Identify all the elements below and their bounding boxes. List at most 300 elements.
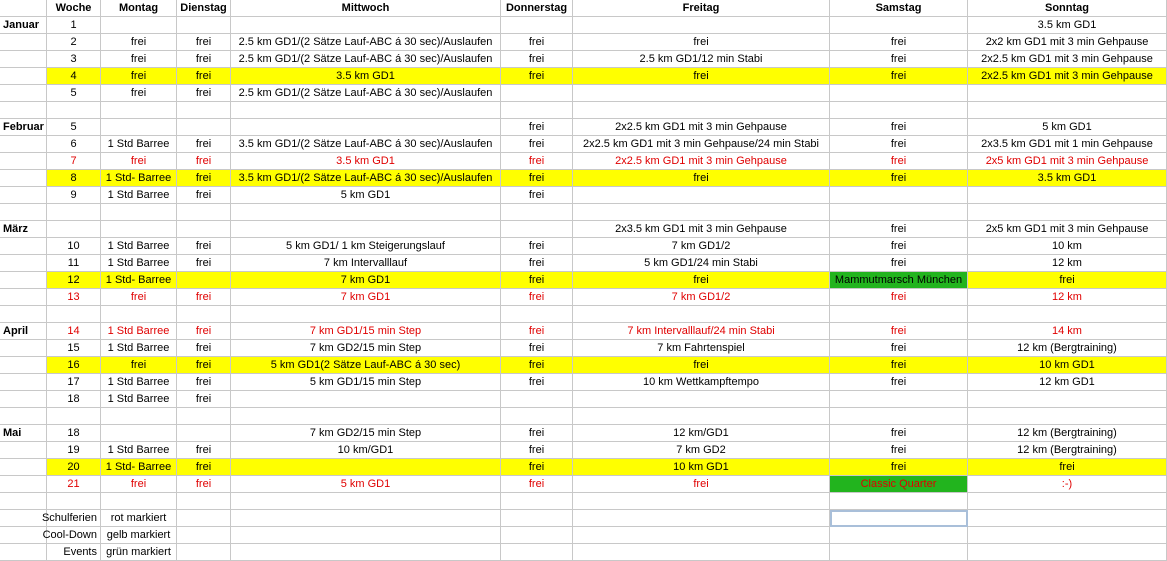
cell-month[interactable]: [0, 136, 47, 153]
cell-month[interactable]: [0, 408, 47, 425]
column-header-sun[interactable]: Sonntag: [968, 0, 1167, 17]
cell-month[interactable]: April: [0, 323, 47, 340]
cell-fri[interactable]: 7 km GD1/2: [573, 238, 830, 255]
cell-tue[interactable]: [177, 527, 231, 544]
cell-tue[interactable]: frei: [177, 255, 231, 272]
cell-thu[interactable]: frei: [501, 374, 573, 391]
cell-wed[interactable]: [231, 408, 501, 425]
week-row: [0, 187, 1167, 204]
cell-tue[interactable]: [177, 221, 231, 238]
cell-fri[interactable]: [573, 187, 830, 204]
column-header-month[interactable]: [0, 0, 47, 17]
cell-mon[interactable]: frei: [101, 153, 177, 170]
cell-sat[interactable]: frei: [830, 170, 968, 187]
cell-sun[interactable]: [968, 493, 1167, 510]
cell-wed[interactable]: 7 km GD1: [231, 289, 501, 306]
cell-sat[interactable]: [830, 510, 968, 527]
week-row: [0, 153, 1167, 170]
cell-month[interactable]: März: [0, 221, 47, 238]
cell-month[interactable]: Januar: [0, 17, 47, 34]
cell-week[interactable]: [47, 204, 101, 221]
cell-sat[interactable]: [830, 306, 968, 323]
cell-thu[interactable]: frei: [501, 238, 573, 255]
cell-week[interactable]: 3: [47, 51, 101, 68]
cell-sat[interactable]: Mammutmarsch München: [830, 272, 968, 289]
cell-thu[interactable]: frei: [501, 68, 573, 85]
cell-thu[interactable]: [501, 204, 573, 221]
cell-fri[interactable]: 7 km GD2: [573, 442, 830, 459]
cell-week[interactable]: 8: [47, 170, 101, 187]
spacer-row: [0, 102, 1167, 119]
cell-month[interactable]: [0, 187, 47, 204]
cell-sun[interactable]: 10 km GD1: [968, 357, 1167, 374]
cell-thu[interactable]: [501, 408, 573, 425]
cell-week[interactable]: 10: [47, 238, 101, 255]
cell-thu[interactable]: [501, 17, 573, 34]
column-header-sat[interactable]: Samstag: [830, 0, 968, 17]
cell-sun[interactable]: 12 km GD1: [968, 374, 1167, 391]
cell-thu[interactable]: frei: [501, 136, 573, 153]
cell-week[interactable]: 18: [47, 425, 101, 442]
cell-fri[interactable]: 10 km GD1: [573, 459, 830, 476]
cell-wed[interactable]: 2.5 km GD1/(2 Sätze Lauf-ABC á 30 sec)/Auslaufen: [231, 85, 501, 102]
cell-sun[interactable]: 14 km: [968, 323, 1167, 340]
cell-sat[interactable]: [830, 544, 968, 561]
cell-thu[interactable]: frei: [501, 442, 573, 459]
cell-mon[interactable]: 1 Std Barree: [101, 187, 177, 204]
cell-thu[interactable]: [501, 221, 573, 238]
cell-thu[interactable]: frei: [501, 357, 573, 374]
cell-month[interactable]: [0, 374, 47, 391]
cell-month[interactable]: [0, 85, 47, 102]
cell-mon[interactable]: 1 Std Barree: [101, 238, 177, 255]
cell-thu[interactable]: [501, 493, 573, 510]
cell-mon[interactable]: frei: [101, 68, 177, 85]
cell-sun[interactable]: [968, 510, 1167, 527]
cell-thu[interactable]: frei: [501, 187, 573, 204]
cell-week[interactable]: 21: [47, 476, 101, 493]
cell-sat[interactable]: frei: [830, 459, 968, 476]
cell-month[interactable]: [0, 340, 47, 357]
cell-sun[interactable]: 3.5 km GD1: [968, 17, 1167, 34]
cell-tue[interactable]: frei: [177, 476, 231, 493]
cell-sat[interactable]: frei: [830, 340, 968, 357]
legend-value[interactable]: grün markiert: [101, 544, 177, 561]
cell-week[interactable]: 18: [47, 391, 101, 408]
cell-week[interactable]: 14: [47, 323, 101, 340]
column-header-fri[interactable]: Freitag: [573, 0, 830, 17]
cell-week[interactable]: 13: [47, 289, 101, 306]
cell-mon[interactable]: [101, 221, 177, 238]
cell-sat[interactable]: [830, 102, 968, 119]
cell-thu[interactable]: frei: [501, 272, 573, 289]
column-header-wed[interactable]: Mittwoch: [231, 0, 501, 17]
cell-sun[interactable]: 12 km (Bergtraining): [968, 442, 1167, 459]
cell-mon[interactable]: 1 Std Barree: [101, 255, 177, 272]
cell-mon[interactable]: [101, 425, 177, 442]
cell-week[interactable]: 5: [47, 119, 101, 136]
cell-tue[interactable]: [177, 408, 231, 425]
cell-sun[interactable]: [968, 85, 1167, 102]
cell-sat[interactable]: frei: [830, 323, 968, 340]
cell-wed[interactable]: [231, 102, 501, 119]
cell-mon[interactable]: [101, 408, 177, 425]
cell-tue[interactable]: frei: [177, 68, 231, 85]
cell-fri[interactable]: 7 km Intervalllauf/24 min Stabi: [573, 323, 830, 340]
cell-week[interactable]: [47, 221, 101, 238]
cell-tue[interactable]: [177, 102, 231, 119]
cell-tue[interactable]: [177, 119, 231, 136]
cell-fri[interactable]: frei: [573, 357, 830, 374]
cell-fri[interactable]: frei: [573, 272, 830, 289]
cell-sat[interactable]: frei: [830, 357, 968, 374]
cell-sun[interactable]: 2x5 km GD1 mit 3 min Gehpause: [968, 221, 1167, 238]
cell-month[interactable]: [0, 357, 47, 374]
week-row: [0, 255, 1167, 272]
cell-month[interactable]: [0, 289, 47, 306]
cell-fri[interactable]: 12 km/GD1: [573, 425, 830, 442]
cell-tue[interactable]: [177, 425, 231, 442]
cell-month[interactable]: [0, 170, 47, 187]
cell-week[interactable]: 6: [47, 136, 101, 153]
cell-tue[interactable]: frei: [177, 34, 231, 51]
cell-month[interactable]: [0, 459, 47, 476]
cell-month[interactable]: Mai: [0, 425, 47, 442]
cell-tue[interactable]: frei: [177, 170, 231, 187]
cell-fri[interactable]: 5 km GD1/24 min Stabi: [573, 255, 830, 272]
cell-mon[interactable]: 1 Std Barree: [101, 374, 177, 391]
cell-tue[interactable]: frei: [177, 374, 231, 391]
cell-sun[interactable]: [968, 544, 1167, 561]
cell-fri[interactable]: [573, 510, 830, 527]
cell-fri[interactable]: [573, 306, 830, 323]
cell-mon[interactable]: [101, 102, 177, 119]
cell-fri[interactable]: [573, 204, 830, 221]
cell-week[interactable]: 17: [47, 374, 101, 391]
cell-month[interactable]: [0, 51, 47, 68]
cell-wed[interactable]: 7 km GD2/15 min Step: [231, 425, 501, 442]
cell-sat[interactable]: frei: [830, 34, 968, 51]
cell-week[interactable]: 4: [47, 68, 101, 85]
cell-sat[interactable]: frei: [830, 289, 968, 306]
cell-thu[interactable]: [501, 544, 573, 561]
cell-tue[interactable]: frei: [177, 136, 231, 153]
column-header-mon[interactable]: Montag: [101, 0, 177, 17]
cell-fri[interactable]: frei: [573, 68, 830, 85]
cell-mon[interactable]: 1 Std- Barree: [101, 170, 177, 187]
cell-month[interactable]: [0, 442, 47, 459]
cell-sun[interactable]: [968, 527, 1167, 544]
cell-week[interactable]: [47, 102, 101, 119]
cell-tue[interactable]: frei: [177, 323, 231, 340]
cell-sun[interactable]: frei: [968, 272, 1167, 289]
cell-thu[interactable]: frei: [501, 323, 573, 340]
column-header-week[interactable]: Woche: [47, 0, 101, 17]
cell-sun[interactable]: [968, 102, 1167, 119]
cell-tue[interactable]: frei: [177, 187, 231, 204]
cell-sat[interactable]: frei: [830, 425, 968, 442]
cell-mon[interactable]: [101, 119, 177, 136]
cell-month[interactable]: [0, 493, 47, 510]
cell-sat[interactable]: frei: [830, 442, 968, 459]
cell-fri[interactable]: 7 km Fahrtenspiel: [573, 340, 830, 357]
cell-mon[interactable]: frei: [101, 357, 177, 374]
cell-tue[interactable]: [177, 204, 231, 221]
cell-mon[interactable]: 1 Std Barree: [101, 136, 177, 153]
cell-sat[interactable]: [830, 204, 968, 221]
cell-wed[interactable]: 7 km GD1/15 min Step: [231, 323, 501, 340]
cell-fri[interactable]: 7 km GD1/2: [573, 289, 830, 306]
cell-thu[interactable]: frei: [501, 459, 573, 476]
cell-tue[interactable]: [177, 17, 231, 34]
cell-month[interactable]: [0, 391, 47, 408]
cell-week[interactable]: 12: [47, 272, 101, 289]
cell-sun[interactable]: :-): [968, 476, 1167, 493]
week-row: [0, 391, 1167, 408]
cell-wed[interactable]: [231, 510, 501, 527]
cell-wed[interactable]: 5 km GD1/15 min Step: [231, 374, 501, 391]
cell-month[interactable]: [0, 476, 47, 493]
cell-sat[interactable]: frei: [830, 238, 968, 255]
cell-thu[interactable]: frei: [501, 340, 573, 357]
cell-wed[interactable]: 5 km GD1/ 1 km Steigerungslauf: [231, 238, 501, 255]
cell-sun[interactable]: [968, 391, 1167, 408]
cell-fri[interactable]: [573, 391, 830, 408]
cell-sun[interactable]: 5 km GD1: [968, 119, 1167, 136]
cell-wed[interactable]: [231, 544, 501, 561]
cell-week[interactable]: [47, 493, 101, 510]
cell-thu[interactable]: [501, 527, 573, 544]
legend-label[interactable]: Events: [40, 544, 101, 561]
cell-thu[interactable]: [501, 102, 573, 119]
cell-wed[interactable]: [231, 493, 501, 510]
cell-wed[interactable]: 5 km GD1: [231, 476, 501, 493]
cell-sun[interactable]: 12 km (Bergtraining): [968, 340, 1167, 357]
cell-sun[interactable]: 3.5 km GD1: [968, 170, 1167, 187]
legend-label[interactable]: Schulferien: [40, 510, 101, 527]
cell-month[interactable]: [0, 68, 47, 85]
cell-week[interactable]: 11: [47, 255, 101, 272]
cell-sat[interactable]: [830, 527, 968, 544]
cell-mon[interactable]: 1 Std Barree: [101, 323, 177, 340]
cell-mon[interactable]: frei: [101, 476, 177, 493]
cell-sat[interactable]: frei: [830, 153, 968, 170]
cell-month[interactable]: Februar: [0, 119, 47, 136]
cell-fri[interactable]: [573, 527, 830, 544]
cell-wed[interactable]: 5 km GD1(2 Sätze Lauf-ABC á 30 sec): [231, 357, 501, 374]
cell-sun[interactable]: 2x2 km GD1 mit 3 min Gehpause: [968, 34, 1167, 51]
cell-tue[interactable]: frei: [177, 391, 231, 408]
cell-tue[interactable]: frei: [177, 340, 231, 357]
cell-mon[interactable]: frei: [101, 289, 177, 306]
cell-tue[interactable]: frei: [177, 153, 231, 170]
cell-sat[interactable]: frei: [830, 51, 968, 68]
cell-sun[interactable]: [968, 187, 1167, 204]
legend-label[interactable]: Cool-Down: [40, 527, 101, 544]
cell-wed[interactable]: 2.5 km GD1/(2 Sätze Lauf-ABC á 30 sec)/Auslaufen: [231, 51, 501, 68]
cell-wed[interactable]: 3.5 km GD1: [231, 153, 501, 170]
cell-sun[interactable]: 12 km (Bergtraining): [968, 425, 1167, 442]
cell-thu[interactable]: frei: [501, 119, 573, 136]
cell-wed[interactable]: 5 km GD1: [231, 187, 501, 204]
cell-fri[interactable]: 2x2.5 km GD1 mit 3 min Gehpause: [573, 153, 830, 170]
cell-week[interactable]: 20: [47, 459, 101, 476]
cell-tue[interactable]: [177, 510, 231, 527]
cell-sat[interactable]: frei: [830, 119, 968, 136]
cell-sun[interactable]: 12 km: [968, 255, 1167, 272]
cell-month[interactable]: [0, 153, 47, 170]
cell-sat[interactable]: [830, 493, 968, 510]
cell-sun[interactable]: 10 km: [968, 238, 1167, 255]
cell-fri[interactable]: 10 km Wettkampftempo: [573, 374, 830, 391]
cell-mon[interactable]: [101, 306, 177, 323]
cell-sat[interactable]: [830, 17, 968, 34]
week-row: [0, 85, 1167, 102]
cell-fri[interactable]: 2x2.5 km GD1 mit 3 min Gehpause: [573, 119, 830, 136]
legend-value[interactable]: rot markiert: [101, 510, 177, 527]
cell-mon[interactable]: 1 Std Barree: [101, 391, 177, 408]
cell-sat[interactable]: Classic Quarter: [830, 476, 968, 493]
cell-thu[interactable]: frei: [501, 289, 573, 306]
cell-thu[interactable]: frei: [501, 51, 573, 68]
cell-mon[interactable]: 1 Std Barree: [101, 442, 177, 459]
cell-thu[interactable]: frei: [501, 425, 573, 442]
cell-month[interactable]: [0, 204, 47, 221]
cell-tue[interactable]: frei: [177, 51, 231, 68]
cell-fri[interactable]: frei: [573, 476, 830, 493]
cell-thu[interactable]: frei: [501, 34, 573, 51]
cell-tue[interactable]: frei: [177, 357, 231, 374]
cell-wed[interactable]: [231, 527, 501, 544]
cell-month[interactable]: [0, 102, 47, 119]
cell-tue[interactable]: frei: [177, 289, 231, 306]
cell-sat[interactable]: frei: [830, 374, 968, 391]
cell-wed[interactable]: 3.5 km GD1/(2 Sätze Lauf-ABC á 30 sec)/Auslaufen: [231, 170, 501, 187]
column-header-tue[interactable]: Dienstag: [177, 0, 231, 17]
cell-fri[interactable]: frei: [573, 170, 830, 187]
cell-wed[interactable]: [231, 306, 501, 323]
cell-wed[interactable]: 2.5 km GD1/(2 Sätze Lauf-ABC á 30 sec)/Auslaufen: [231, 34, 501, 51]
cell-month[interactable]: [0, 238, 47, 255]
cell-tue[interactable]: [177, 544, 231, 561]
cell-wed[interactable]: [231, 17, 501, 34]
cell-month[interactable]: [0, 255, 47, 272]
legend-value[interactable]: gelb markiert: [101, 527, 177, 544]
cell-thu[interactable]: [501, 510, 573, 527]
cell-sun[interactable]: 2x5 km GD1 mit 3 min Gehpause: [968, 153, 1167, 170]
cell-sat[interactable]: [830, 187, 968, 204]
cell-mon[interactable]: [101, 493, 177, 510]
cell-mon[interactable]: [101, 17, 177, 34]
cell-wed[interactable]: 10 km/GD1: [231, 442, 501, 459]
cell-sun[interactable]: 12 km: [968, 289, 1167, 306]
cell-sat[interactable]: frei: [830, 136, 968, 153]
cell-mon[interactable]: frei: [101, 34, 177, 51]
cell-fri[interactable]: [573, 544, 830, 561]
cell-fri[interactable]: frei: [573, 34, 830, 51]
cell-sun[interactable]: [968, 204, 1167, 221]
cell-mon[interactable]: 1 Std- Barree: [101, 459, 177, 476]
cell-thu[interactable]: frei: [501, 476, 573, 493]
cell-week[interactable]: 5: [47, 85, 101, 102]
cell-mon[interactable]: frei: [101, 51, 177, 68]
cell-wed[interactable]: [231, 391, 501, 408]
cell-week[interactable]: 2: [47, 34, 101, 51]
cell-fri[interactable]: 2.5 km GD1/12 min Stabi: [573, 51, 830, 68]
cell-wed[interactable]: [231, 204, 501, 221]
cell-sat[interactable]: [830, 85, 968, 102]
cell-week[interactable]: 16: [47, 357, 101, 374]
cell-sun[interactable]: 2x3.5 km GD1 mit 1 min Gehpause: [968, 136, 1167, 153]
cell-month[interactable]: [0, 34, 47, 51]
cell-sun[interactable]: [968, 408, 1167, 425]
cell-tue[interactable]: frei: [177, 459, 231, 476]
cell-wed[interactable]: 7 km GD2/15 min Step: [231, 340, 501, 357]
column-header-thu[interactable]: Donnerstag: [501, 0, 573, 17]
cell-tue[interactable]: [177, 493, 231, 510]
cell-wed[interactable]: [231, 119, 501, 136]
cell-mon[interactable]: [101, 204, 177, 221]
cell-thu[interactable]: frei: [501, 170, 573, 187]
cell-fri[interactable]: [573, 102, 830, 119]
cell-fri[interactable]: 2x2.5 km GD1 mit 3 min Gehpause/24 min Stabi: [573, 136, 830, 153]
cell-thu[interactable]: frei: [501, 153, 573, 170]
cell-tue[interactable]: [177, 272, 231, 289]
cell-fri[interactable]: [573, 85, 830, 102]
cell-wed[interactable]: 3.5 km GD1/(2 Sätze Lauf-ABC á 30 sec)/Auslaufen: [231, 136, 501, 153]
cell-week[interactable]: 1: [47, 17, 101, 34]
cell-thu[interactable]: [501, 391, 573, 408]
cell-wed[interactable]: 7 km GD1: [231, 272, 501, 289]
cell-thu[interactable]: [501, 306, 573, 323]
cell-tue[interactable]: frei: [177, 85, 231, 102]
cell-week[interactable]: [47, 408, 101, 425]
cell-week[interactable]: 7: [47, 153, 101, 170]
cell-sat[interactable]: [830, 408, 968, 425]
cell-fri[interactable]: [573, 17, 830, 34]
cell-tue[interactable]: [177, 306, 231, 323]
cell-fri[interactable]: 2x3.5 km GD1 mit 3 min Gehpause: [573, 221, 830, 238]
cell-sun[interactable]: 2x2.5 km GD1 mit 3 min Gehpause: [968, 51, 1167, 68]
cell-week[interactable]: 19: [47, 442, 101, 459]
cell-mon[interactable]: 1 Std- Barree: [101, 272, 177, 289]
cell-week[interactable]: 15: [47, 340, 101, 357]
cell-sat[interactable]: frei: [830, 221, 968, 238]
cell-fri[interactable]: [573, 493, 830, 510]
cell-week[interactable]: 9: [47, 187, 101, 204]
cell-wed[interactable]: [231, 221, 501, 238]
cell-thu[interactable]: frei: [501, 255, 573, 272]
cell-sat[interactable]: [830, 391, 968, 408]
cell-sun[interactable]: frei: [968, 459, 1167, 476]
cell-month[interactable]: [0, 272, 47, 289]
cell-wed[interactable]: [231, 459, 501, 476]
cell-month[interactable]: [0, 306, 47, 323]
cell-sun[interactable]: 2x2.5 km GD1 mit 3 min Gehpause: [968, 68, 1167, 85]
cell-wed[interactable]: 3.5 km GD1: [231, 68, 501, 85]
cell-sun[interactable]: [968, 306, 1167, 323]
cell-week[interactable]: [47, 306, 101, 323]
cell-sat[interactable]: frei: [830, 68, 968, 85]
cell-tue[interactable]: frei: [177, 442, 231, 459]
cell-thu[interactable]: [501, 85, 573, 102]
cell-tue[interactable]: frei: [177, 238, 231, 255]
cell-mon[interactable]: 1 Std Barree: [101, 340, 177, 357]
cell-sat[interactable]: frei: [830, 255, 968, 272]
cell-fri[interactable]: [573, 408, 830, 425]
cell-mon[interactable]: frei: [101, 85, 177, 102]
cell-wed[interactable]: 7 km Intervalllauf: [231, 255, 501, 272]
